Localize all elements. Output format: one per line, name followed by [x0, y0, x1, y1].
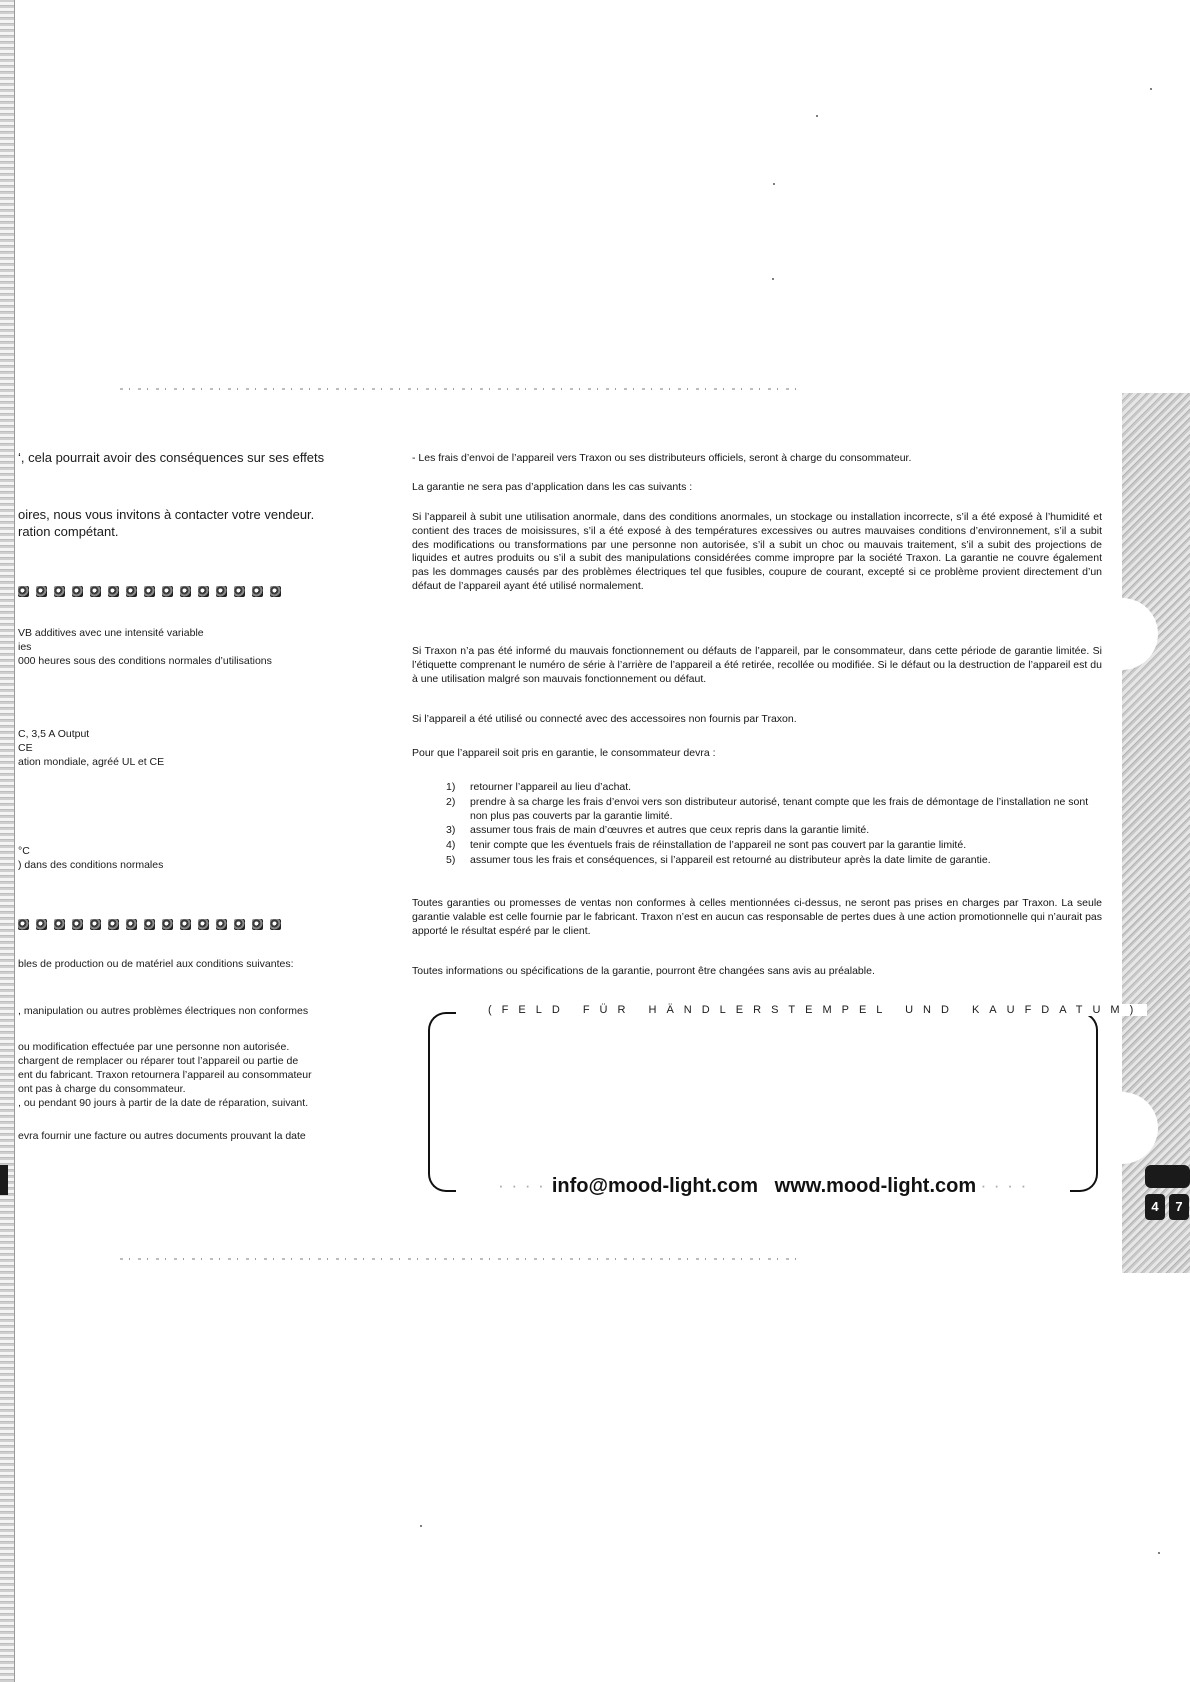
decorative-dots: · · · ·	[981, 1179, 1029, 1194]
decorative-dots: · · · ·	[499, 1179, 547, 1194]
speck	[772, 278, 774, 280]
text-line: evra fournir une facture ou autres documents prouvant la date	[18, 1130, 306, 1142]
page-number-badges	[1145, 1165, 1190, 1225]
paragraph: Pour que l’appareil soit pris en garantie, le consommateur devra :	[412, 747, 716, 759]
text-line: 000 heures sous des conditions normales d’utilisations	[18, 655, 272, 667]
paragraph: Toutes garanties ou promesses de ventas non conformes à celles mentionnées ci-dessus, ne seront pas prises en charges par Traxon. La seule garantie valable est celle fournie par le fabricant. Traxon n’est en aucun cas responsable de pertes dues à une action promotionnelle qui n’aurait pas apporté le résultat espéré par le client.	[412, 897, 1102, 937]
list-text: assumer tous les frais et conséquences, si l’appareil est retourné au distributeur après la date limite de garantie.	[470, 853, 991, 866]
pattern-icon	[36, 919, 47, 930]
list-item	[430, 854, 1102, 868]
page-badge-block	[1145, 1165, 1190, 1188]
pattern-icon	[198, 586, 209, 597]
contact-line	[484, 1175, 1044, 1198]
pattern-icon	[180, 586, 191, 597]
list-item	[430, 824, 1102, 838]
paragraph: La garantie ne sera pas d’application dans les cas suivants :	[412, 481, 693, 493]
stamp-label	[484, 1004, 1144, 1016]
paragraph: Si Traxon n’a pas été informé du mauvais fonctionnement ou défauts de l’appareil, par le consommateur, dans cette période de garantie limitée. Si l’étiquette comprenant le numéro de série à l’arrière de l’appareil a été retirée, recollée ou modifiée. Si le défaut ou la destruction de l’appareil est du à une utilisation malgré son mauvais fonctionnement ou défaut.	[412, 645, 1102, 685]
pattern-icon	[198, 919, 209, 930]
list-text: tenir compte que les éventuels frais de réinstallation de l’appareil ne sont pas couvert par la garantie limité.	[470, 839, 967, 852]
scan-artifact-top	[120, 388, 800, 390]
pattern-icon	[144, 586, 155, 597]
page-number: 7	[1169, 1194, 1189, 1220]
pattern-icon	[252, 586, 263, 597]
paragraph: - Les frais d’envoi de l’appareil vers Traxon ou ses distributeurs officiels, seront à charge du consommateur.	[412, 452, 912, 464]
text-line: ) dans des conditions normales	[18, 859, 164, 871]
pattern-icon	[180, 919, 191, 930]
pattern-icon	[126, 586, 137, 597]
speck	[1150, 88, 1152, 90]
pattern-icon	[270, 586, 281, 597]
text-line: bles de production ou de matériel aux conditions suivantes:	[18, 958, 294, 970]
list-text: assumer tous frais de main d’œuvres et autres que ceux repris dans la garantie limité.	[470, 824, 870, 837]
pattern-icon	[72, 586, 83, 597]
conditions-list	[430, 781, 1102, 869]
pattern-icon	[144, 919, 155, 930]
symbol-row	[18, 918, 288, 932]
pattern-icon	[72, 919, 83, 930]
pattern-icon	[234, 919, 245, 930]
text-line: CE	[18, 742, 33, 754]
stamp-label-text: (FELD FÜR HÄNDLERSTEMPEL UND KAUFDATUM)	[484, 1004, 1147, 1016]
text-line: ou modification effectuée par une personne non autorisée.	[18, 1041, 290, 1053]
list-item	[430, 796, 1102, 824]
pattern-icon	[270, 919, 281, 930]
pattern-icon	[108, 586, 119, 597]
text-line: , ou pendant 90 jours à partir de la date de réparation, suivant.	[18, 1097, 309, 1109]
pattern-icon	[162, 919, 173, 930]
list-item	[430, 839, 1102, 853]
list-number: 4)	[446, 839, 456, 852]
pattern-icon	[216, 919, 227, 930]
pattern-icon	[54, 586, 65, 597]
symbol-row	[18, 585, 288, 599]
text-line: chargent de remplacer ou réparer tout l’appareil ou partie de	[18, 1055, 299, 1067]
list-text: prendre à sa charge les frais d’envoi vers son distributeur autorisé, tenant compte que les frais de démontage de l’installation ne sont non plus pas couverts par la garantie limité.	[470, 795, 1089, 822]
pattern-icon	[126, 919, 137, 930]
speck	[420, 1525, 422, 1527]
list-number: 1)	[446, 781, 456, 793]
pattern-icon	[36, 586, 47, 597]
text-line: ies	[18, 641, 32, 653]
paragraph: Si l’appareil à subit une utilisation anormale, dans des conditions anormales, un stockage ou installation incorrecte, s’il a été exposé à l’humidité et contient des traces de moisissures, s’il a été exposé à des températures excessives ou autres mauvaises conditions d’environnement, s’il a subit des modifications ou transformations par une personne non autorisée, s’il a subit un choc ou mauvais traitement, s’il a subit des projections de liquides et autres produits ou s’il a subit des manipulations considérées comme impropre par la société Traxon. La garantie ne couvre également pas les dommages causés par des problèmes électriques tel que fusibles, coupure de courant, excepté si ce problème provient directement d’un défaut de l’appareil ayant été utilisé normalement.	[412, 511, 1102, 592]
pattern-icon	[18, 586, 29, 597]
list-text: retourner l’appareil au lieu d’achat.	[470, 781, 632, 793]
contact-inner	[493, 1175, 1034, 1197]
paragraph: Si l’appareil a été utilisé ou connecté avec des accessoires non fournis par Traxon.	[412, 713, 797, 725]
paragraph: Toutes informations ou spécifications de la garantie, pourront être changées sans avis au préalable.	[412, 965, 875, 977]
scan-artifact-bottom	[120, 1258, 800, 1260]
text-line: °C	[18, 845, 30, 857]
text-line: , manipulation ou autres problèmes électriques non conformes	[18, 1005, 309, 1017]
stamp-bracket-left	[428, 1012, 456, 1192]
left-edge-tab	[0, 1165, 8, 1195]
text-line: ‘, cela pourrait avoir des conséquences sur ses effets	[18, 450, 325, 465]
pattern-icon	[90, 586, 101, 597]
list-number: 5)	[446, 853, 456, 866]
pattern-icon	[234, 586, 245, 597]
page-number: 4	[1145, 1194, 1165, 1220]
speck	[816, 115, 818, 117]
list-number: 3)	[446, 824, 456, 837]
contact-email[interactable]: info@mood-light.com	[551, 1175, 758, 1197]
pattern-icon	[162, 586, 173, 597]
dealer-stamp-box	[428, 1004, 1144, 1197]
list-number: 2)	[446, 795, 456, 808]
text-line: ration compétant.	[18, 524, 119, 539]
speck	[773, 183, 775, 185]
left-binding-edge	[0, 0, 15, 1682]
text-line: oires, nous vous invitons à contacter votre vendeur.	[18, 507, 315, 522]
text-line: ont pas à charge du consommateur.	[18, 1083, 186, 1095]
text-line: VB additives avec une intensité variable	[18, 627, 204, 639]
pattern-icon	[108, 919, 119, 930]
speck	[1158, 1552, 1160, 1554]
text-line: C, 3,5 A Output	[18, 728, 90, 740]
text-line: ent du fabricant. Traxon retournera l’appareil au consommateur	[18, 1069, 312, 1081]
text-line: ation mondiale, agréé UL et CE	[18, 756, 165, 768]
pattern-icon	[90, 919, 101, 930]
stamp-bracket-right	[1070, 1012, 1098, 1192]
list-item	[430, 781, 1102, 795]
contact-website[interactable]: www.mood-light.com	[774, 1175, 977, 1197]
pattern-icon	[54, 919, 65, 930]
pattern-icon	[252, 919, 263, 930]
pattern-icon	[18, 919, 29, 930]
pattern-icon	[216, 586, 227, 597]
